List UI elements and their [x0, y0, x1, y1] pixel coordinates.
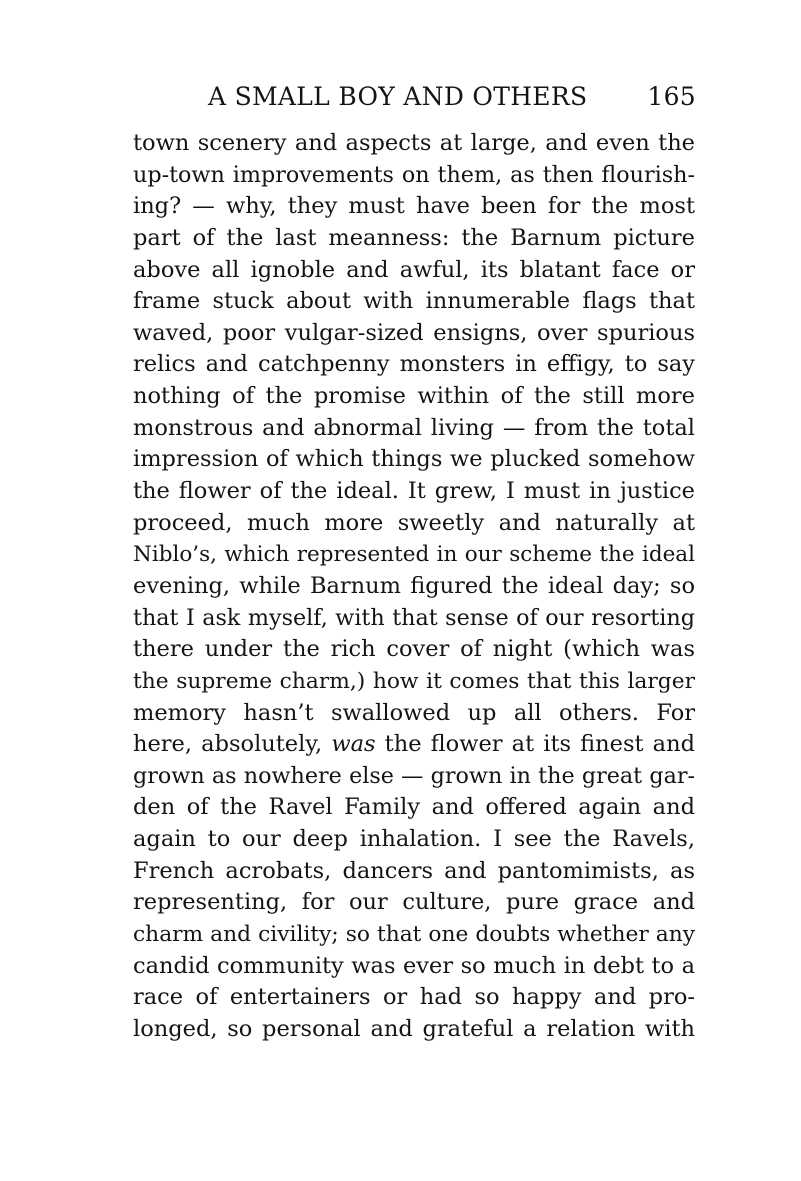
line-text-after: the flower at its finest and: [375, 731, 695, 758]
text-line: the supreme charm,) how it comes that this larger: [133, 668, 695, 694]
text-line: candid community was ever so much in debt to a: [133, 952, 695, 979]
text-line: nothing of the promise within of the still more: [133, 383, 695, 410]
text-line: den of the Ravel Family and offered again and: [133, 794, 695, 821]
text-line: part of the last meanness: the Barnum picture: [133, 224, 695, 251]
text-line: race of entertainers or had so happy and pro-: [133, 984, 695, 1011]
text-line: evening, while Barnum figured the ideal day; so: [133, 572, 695, 599]
text-line: above all ignoble and awful, its blatant face or: [133, 256, 695, 283]
text-line: waved, poor vulgar-sized ensigns, over spurious: [133, 319, 695, 346]
text-line: monstrous and abnormal living — from the total: [133, 414, 695, 441]
text-line: the flower of the ideal. It grew, I must in justice: [133, 478, 695, 505]
line-text-before: here, absolutely,: [133, 731, 332, 758]
text-line: impression of which things we plucked somehow: [133, 446, 695, 473]
text-line: town scenery and aspects at large, and even the: [133, 130, 695, 156]
text-line: ing? — why, they must have been for the most: [133, 193, 695, 220]
text-line: relics and catchpenny monsters in effigy, to say: [133, 351, 695, 378]
running-head: [208, 80, 696, 114]
text-line: charm and civility; so that one doubts whether any: [133, 922, 695, 948]
text-line: up-town improvements on them, as then flourish-: [133, 161, 695, 188]
text-line: longed, so personal and grateful a relation with: [133, 1015, 695, 1042]
text-line: French acrobats, dancers and pantomimists, as: [133, 857, 695, 884]
text-line: representing, for our culture, pure grace and: [133, 889, 695, 916]
text-line: grown as nowhere else — grown in the great gar-: [133, 762, 695, 789]
text-line: again to our deep inhalation. I see the Ravels,: [133, 826, 695, 853]
text-line: proceed, much more sweetly and naturally at: [133, 509, 695, 536]
text-line: that I ask myself, with that sense of our resorting: [133, 604, 695, 631]
text-line-with-emphasis: [133, 729, 695, 761]
body-paragraph: [133, 128, 695, 1046]
text-line: Niblo’s, which represented in our scheme the ideal: [133, 542, 695, 568]
text-line: memory hasn’t swallowed up all others. For: [133, 699, 695, 726]
emphasized-word: was: [331, 731, 376, 758]
running-head-title: A SMALL BOY AND OTHERS: [208, 82, 588, 111]
text-line: there under the rich cover of night (which was: [133, 636, 695, 663]
text-line: frame stuck about with innumerable flags that: [133, 288, 695, 315]
page-number: 165: [647, 82, 696, 111]
